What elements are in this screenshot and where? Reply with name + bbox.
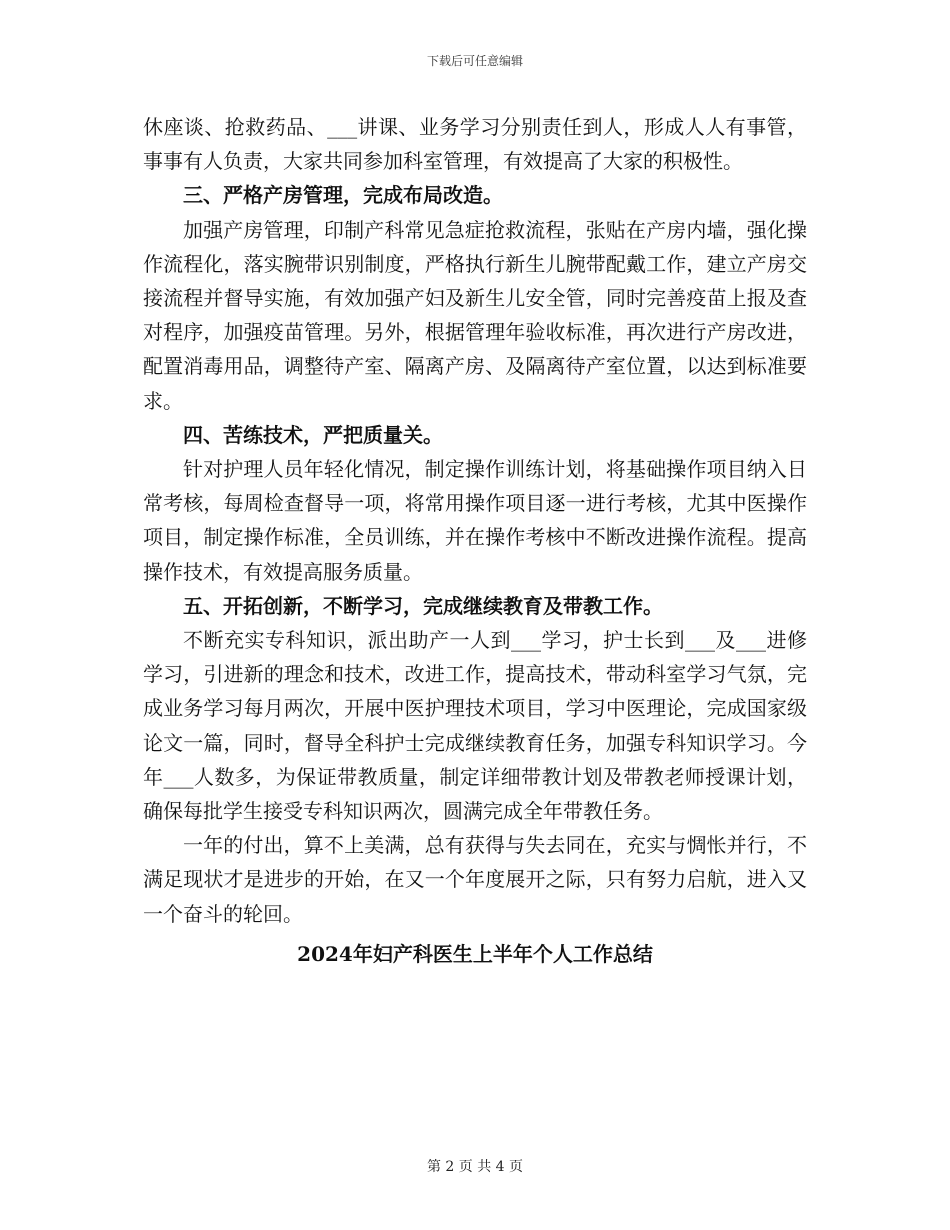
paragraph-section-3: 加强产房管理，印制产科常见急症抢救流程，张贴在产房内墙，强化操作流程化，落实腕带识别制度，严格执行新生儿腕带配戴工作，建立产房交接流程并督导实施，有效加强产妇及新生儿安全管，同时完善疫苗上报及查对程序，加强疫苗管理。另外，根据管理年验收标准，再次进行产房改进，配置消毒用品，调整待产室、隔离产房、及隔离待产室位置，以达到标准要求。 [143, 217, 807, 413]
document-body [143, 110, 807, 971]
paragraph-section-4: 针对护理人员年轻化情况，制定操作训练计划，将基础操作项目纳入日常考核，每周检查督导一项，将常用操作项目逐一进行考核，尤其中医操作项目，制定操作标准，全员训练，并在操作考核中不断改进操作流程。提高操作技术，有效提高服务质量。 [143, 457, 807, 584]
document-title: 2024年妇产科医生上半年个人工作总结 [297, 941, 653, 966]
section-heading-5: 五、开拓创新，不断学习，完成继续教育及带教工作。 [183, 593, 663, 618]
page-header-note: 下载后可任意编辑 [426, 54, 523, 68]
paragraph-section-5: 不断充实专科知识，派出助产一人到___学习，护士长到___及___进修学习，引进新的理念和技术，改进工作，提高技术，带动科室学习气氛，完成业务学习每月两次，开展中医护理技术项目，学习中医理论，完成国家级论文一篇，同时，督导全科护士完成继续教育任务，加强专科知识学习。今年___人数多，为保证带教质量，制定详细带教计划及带教老师授课计划，确保每批学生接受专科知识两次，圆满完成全年带教任务。 [143, 628, 807, 824]
section-heading-4: 四、苦练技术，严把质量关。 [183, 422, 443, 447]
paragraph-continued: 休座谈、抢救药品、___讲课、业务学习分别责任到人，形成人人有事管，事事有人负责，大家共同参加科室管理，有效提高了大家的积极性。 [143, 115, 807, 174]
page-footer: 第 2 页 共 4 页 [426, 1159, 524, 1175]
paragraph-conclusion: 一年的付出，算不上美满，总有获得与失去同在，充实与惆怅并行，不满足现状才是进步的开始，在又一个年度展开之际，只有努力启航，进入又一个奋斗的轮回。 [143, 833, 807, 926]
section-heading-3: 三、严格产房管理，完成布局改造。 [183, 183, 503, 208]
